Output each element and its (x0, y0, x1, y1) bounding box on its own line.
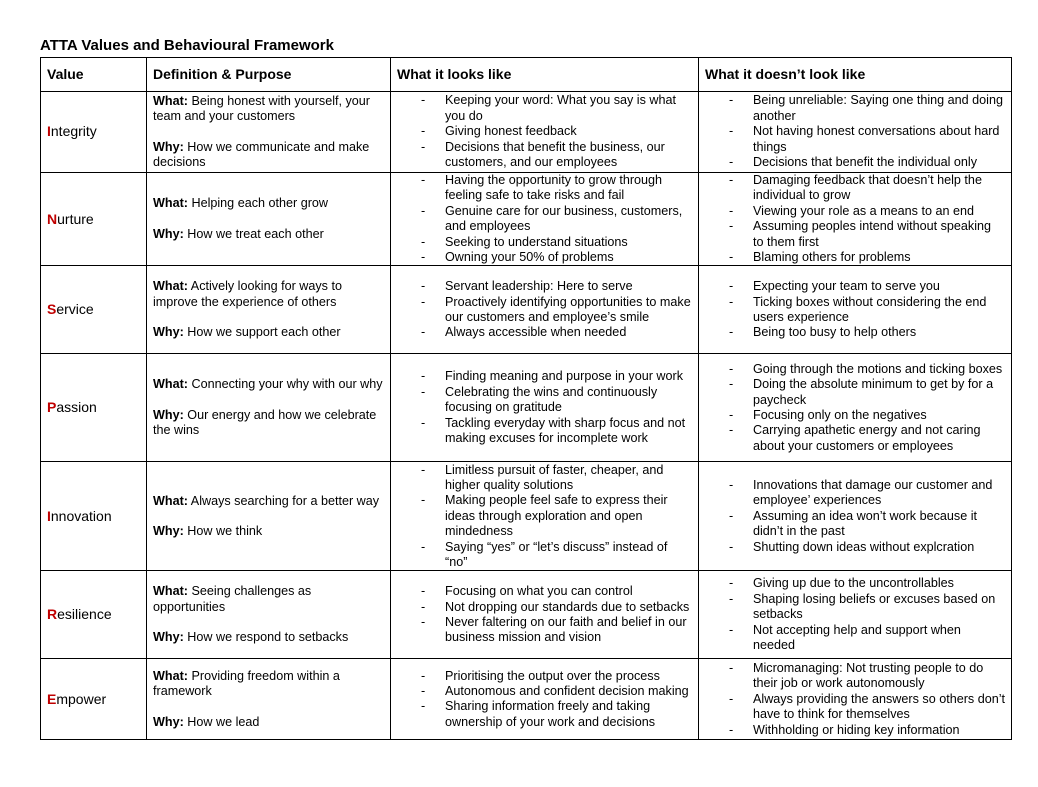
list-item: - Decisions that benefit the business, our customers, and our employees (445, 140, 692, 171)
list-item: - Proactively identifying opportunities to make our customers and employee’s smile (445, 295, 692, 326)
header-not-looks-like: What it doesn’t look like (699, 58, 1012, 92)
list-item: - Saying “yes” or “let’s discuss” instead of “no” (445, 540, 692, 571)
list-item: - Micromanaging: Not trusting people to do their job or work autonomously (753, 661, 1005, 692)
table-row-passion (41, 354, 1012, 462)
document-title: ATTA Values and Behavioural Framework (40, 37, 334, 54)
list-item: - Blaming others for problems (753, 250, 1005, 265)
list-item: - Owning your 50% of problems (445, 250, 692, 265)
looks-like-cell (391, 266, 699, 354)
list-item: - Keeping your word: What you say is what you do (445, 93, 692, 124)
looks-like-cell (391, 92, 699, 173)
list-item: - Not having honest conversations about hard things (753, 124, 1005, 155)
definition-cell: What: Being honest with yourself, your team and your customers Why: How we communicate and make decisions (147, 92, 391, 173)
list-item: - Damaging feedback that doesn’t help the individual to grow (753, 173, 1005, 204)
list-item: - Being unreliable: Saying one thing and doing another (753, 93, 1005, 124)
definition-cell: What: Providing freedom within a framework Why: How we lead (147, 659, 391, 740)
value-cell: Integrity (41, 92, 147, 173)
list-item: - Focusing only on the negatives (753, 408, 1005, 423)
looks-like-cell (391, 173, 699, 266)
looks-like-cell (391, 659, 699, 740)
list-item: - Not dropping our standards due to setbacks (445, 600, 692, 615)
list-item: - Shaping losing beliefs or excuses based on setbacks (753, 592, 1005, 623)
value-cell: Empower (41, 659, 147, 740)
list-item: - Having the opportunity to grow through feeling safe to take risks and fail (445, 173, 692, 204)
table-header-row (41, 58, 1012, 92)
list-item: - Autonomous and confident decision making (445, 684, 692, 699)
list-item: - Carrying apathetic energy and not caring about your customers or employees (753, 423, 1005, 454)
list-item: - Assuming an idea won’t work because it didn’t in the past (753, 509, 1005, 540)
definition-cell: What: Actively looking for ways to improve the experience of others Why: How we support each other (147, 266, 391, 354)
value-cell: Innovation (41, 462, 147, 571)
list-item: - Finding meaning and purpose in your work (445, 369, 692, 384)
list-item: - Viewing your role as a means to an end (753, 204, 1005, 219)
definition-cell: What: Seeing challenges as opportunities Why: How we respond to setbacks (147, 571, 391, 659)
not-looks-like-cell (699, 571, 1012, 659)
list-item: - Genuine care for our business, customers, and employees (445, 204, 692, 235)
not-looks-like-cell (699, 266, 1012, 354)
list-item: - Celebrating the wins and continuously focusing on gratitude (445, 385, 692, 416)
list-item: - Seeking to understand situations (445, 235, 692, 250)
looks-like-cell (391, 571, 699, 659)
not-looks-like-cell (699, 354, 1012, 462)
list-item: - Not accepting help and support when needed (753, 623, 1005, 654)
table-row-integrity (41, 92, 1012, 173)
list-item: - Servant leadership: Here to serve (445, 279, 692, 294)
table-row-service (41, 266, 1012, 354)
not-looks-like-cell (699, 92, 1012, 173)
not-looks-like-cell (699, 462, 1012, 571)
list-item: - Doing the absolute minimum to get by for a paycheck (753, 377, 1005, 408)
list-item: - Focusing on what you can control (445, 584, 692, 599)
not-looks-like-cell (699, 173, 1012, 266)
value-cell: Passion (41, 354, 147, 462)
table-row-innovation (41, 462, 1012, 571)
values-framework-table (40, 57, 1012, 740)
list-item: - Limitless pursuit of faster, cheaper, and higher quality solutions (445, 463, 692, 494)
list-item: - Withholding or hiding key information (753, 723, 1005, 738)
list-item: - Tackling everyday with sharp focus and not making excuses for incomplete work (445, 416, 692, 447)
list-item: - Never faltering on our faith and belief in our business mission and vision (445, 615, 692, 646)
looks-like-cell (391, 354, 699, 462)
list-item: - Prioritising the output over the process (445, 669, 692, 684)
value-cell: Service (41, 266, 147, 354)
definition-cell: What: Connecting your why with our why Why: Our energy and how we celebrate the wins (147, 354, 391, 462)
list-item: - Going through the motions and ticking boxes (753, 362, 1005, 377)
looks-like-cell (391, 462, 699, 571)
list-item: - Sharing information freely and taking ownership of your work and decisions (445, 699, 692, 730)
list-item: - Giving honest feedback (445, 124, 692, 139)
list-item: - Making people feel safe to express their ideas through exploration and open mindedness (445, 493, 692, 539)
list-item: - Assuming peoples intend without speaking to them first (753, 219, 1005, 250)
table-row-empower (41, 659, 1012, 740)
value-cell: Nurture (41, 173, 147, 266)
header-definition: Definition & Purpose (147, 58, 391, 92)
list-item: - Innovations that damage our customer and employee’ experiences (753, 478, 1005, 509)
list-item: - Shutting down ideas without explcration (753, 540, 1005, 555)
definition-cell: What: Always searching for a better way Why: How we think (147, 462, 391, 571)
list-item: - Giving up due to the uncontrollables (753, 576, 1005, 591)
list-item: - Decisions that benefit the individual only (753, 155, 1005, 170)
table-row-resilience (41, 571, 1012, 659)
list-item: - Expecting your team to serve you (753, 279, 1005, 294)
header-value: Value (41, 58, 147, 92)
definition-cell: What: Helping each other grow Why: How we treat each other (147, 173, 391, 266)
list-item: - Ticking boxes without considering the end users experience (753, 295, 1005, 326)
list-item: - Being too busy to help others (753, 325, 1005, 340)
table-row-nurture (41, 173, 1012, 266)
value-cell: Resilience (41, 571, 147, 659)
list-item: - Always providing the answers so others don’t have to think for themselves (753, 692, 1005, 723)
header-looks-like: What it looks like (391, 58, 699, 92)
list-item: - Always accessible when needed (445, 325, 692, 340)
not-looks-like-cell (699, 659, 1012, 740)
